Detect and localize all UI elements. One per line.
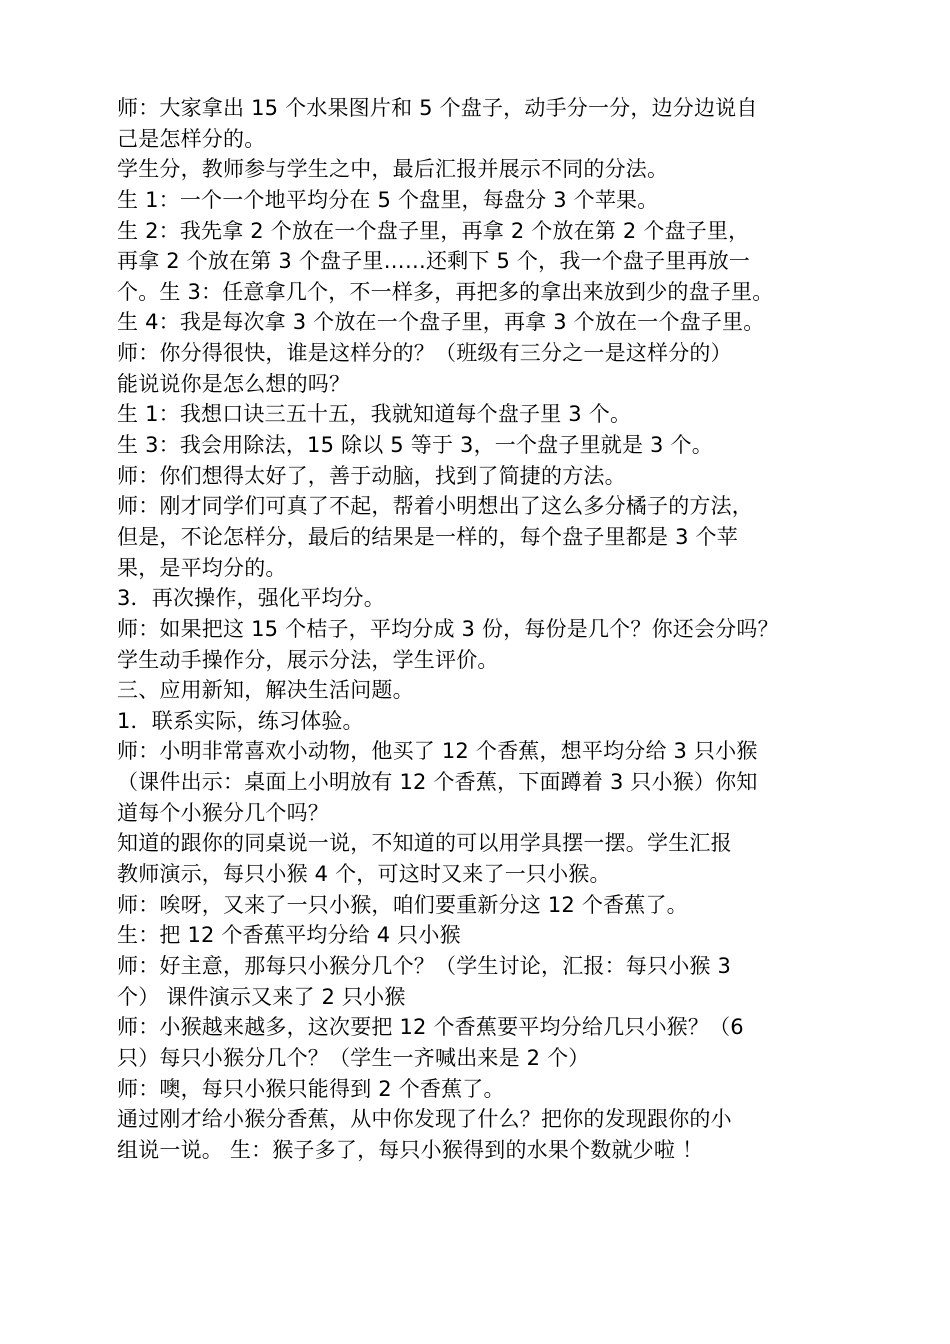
text-line: 能说说你是怎么想的吗？ <box>117 371 351 396</box>
text-line: 组说一说。 生：猴子多了，每只小猴得到的水果个数就少啦 ！ <box>117 1137 704 1162</box>
text-line: 道每个小猴分几个吗？ <box>117 800 329 825</box>
text-line: 学生动手操作分，展示分法，学生评价。 <box>117 647 499 672</box>
text-line: （课件出示：桌面上小明放有 12 个香蕉，下面蹲着 3 只小猴）你知 <box>117 770 758 795</box>
text-line: 师：你分得很快，谁是这样分的？（班级有三分之一是这样分的） <box>117 341 732 366</box>
text-line: 生 4：我是每次拿 3 个放在一个盘子里，再拿 3 个放在一个盘子里。 <box>117 310 765 335</box>
text-line: 生 1：我想口诀三五十五，我就知道每个盘子里 3 个。 <box>117 402 632 427</box>
text-line: 师：唉呀，又来了一只小猴，咱们要重新分这 12 个香蕉了。 <box>117 892 688 917</box>
text-line: 师：刚才同学们可真了不起，帮着小明想出了这么多分橘子的方法， <box>117 494 753 519</box>
text-line: 师：噢，每只小猴只能得到 2 个香蕉了。 <box>117 1076 505 1101</box>
lesson-text <box>117 93 867 1165</box>
text-line: 师：小明非常喜欢小动物，他买了 12 个香蕉，想平均分给 3 只小猴 <box>117 739 758 764</box>
text-line: 师：如果把这 15 个桔子，平均分成 3 份，每份是几个？你还会分吗？ <box>117 616 779 641</box>
text-line: 己是怎样分的。 <box>117 126 266 151</box>
text-line: 师：好主意，那每只小猴分几个？（学生讨论，汇报：每只小猴 3 <box>117 953 732 978</box>
text-line: 通过刚才给小猴分香蕉，从中你发现了什么？把你的发现跟你的小 <box>117 1107 732 1132</box>
text-line: 生 3：我会用除法，15 除以 5 等于 3，一个盘子里就是 3 个。 <box>117 433 713 458</box>
text-line: 生 2：我先拿 2 个放在一个盘子里，再拿 2 个放在第 2 个盘子里， <box>117 218 750 243</box>
text-line: 学生分，教师参与学生之中，最后汇报并展示不同的分法。 <box>117 157 669 182</box>
text-line: 教师演示，每只小猴 4 个，可这时又来了一只小猴。 <box>117 862 611 887</box>
text-line: 三、应用新知，解决生活问题。 <box>117 678 414 703</box>
text-line: 生：把 12 个香蕉平均分给 4 只小猴 <box>117 923 461 948</box>
text-line: 师：你们想得太好了，善于动脑，找到了简捷的方法。 <box>117 463 626 488</box>
text-line: 3．再次操作，强化平均分。 <box>117 586 385 611</box>
text-line: 果，是平均分的。 <box>117 555 287 580</box>
text-line: 但是，不论怎样分，最后的结果是一样的，每个盘子里都是 3 个苹 <box>117 524 738 549</box>
text-line: 再拿 2 个放在第 3 个盘子里……还剩下 5 个，我一个盘子里再放一 <box>117 249 751 274</box>
text-line: 生 1：一个一个地平均分在 5 个盘里，每盘分 3 个苹果。 <box>117 187 659 212</box>
text-line: 师：大家拿出 15 个水果图片和 5 个盘子，动手分一分，边分边说自 <box>117 96 758 120</box>
text-line: 个） 课件演示又来了 2 只小猴 <box>117 984 406 1009</box>
text-line: 师：小猴越来越多，这次要把 12 个香蕉要平均分给几只小猴？（6 <box>117 1015 744 1040</box>
text-line: 知道的跟你的同桌说一说，不知道的可以用学具摆一摆。学生汇报 <box>117 831 732 856</box>
text-line: 1．联系实际，练习体验。 <box>117 708 364 733</box>
text-line: 个。生 3：任意拿几个，不一样多，再把多的拿出来放到少的盘子里。 <box>117 279 774 304</box>
text-line: 只）每只小猴分几个？（学生一齐喊出来是 2 个） <box>117 1045 590 1070</box>
